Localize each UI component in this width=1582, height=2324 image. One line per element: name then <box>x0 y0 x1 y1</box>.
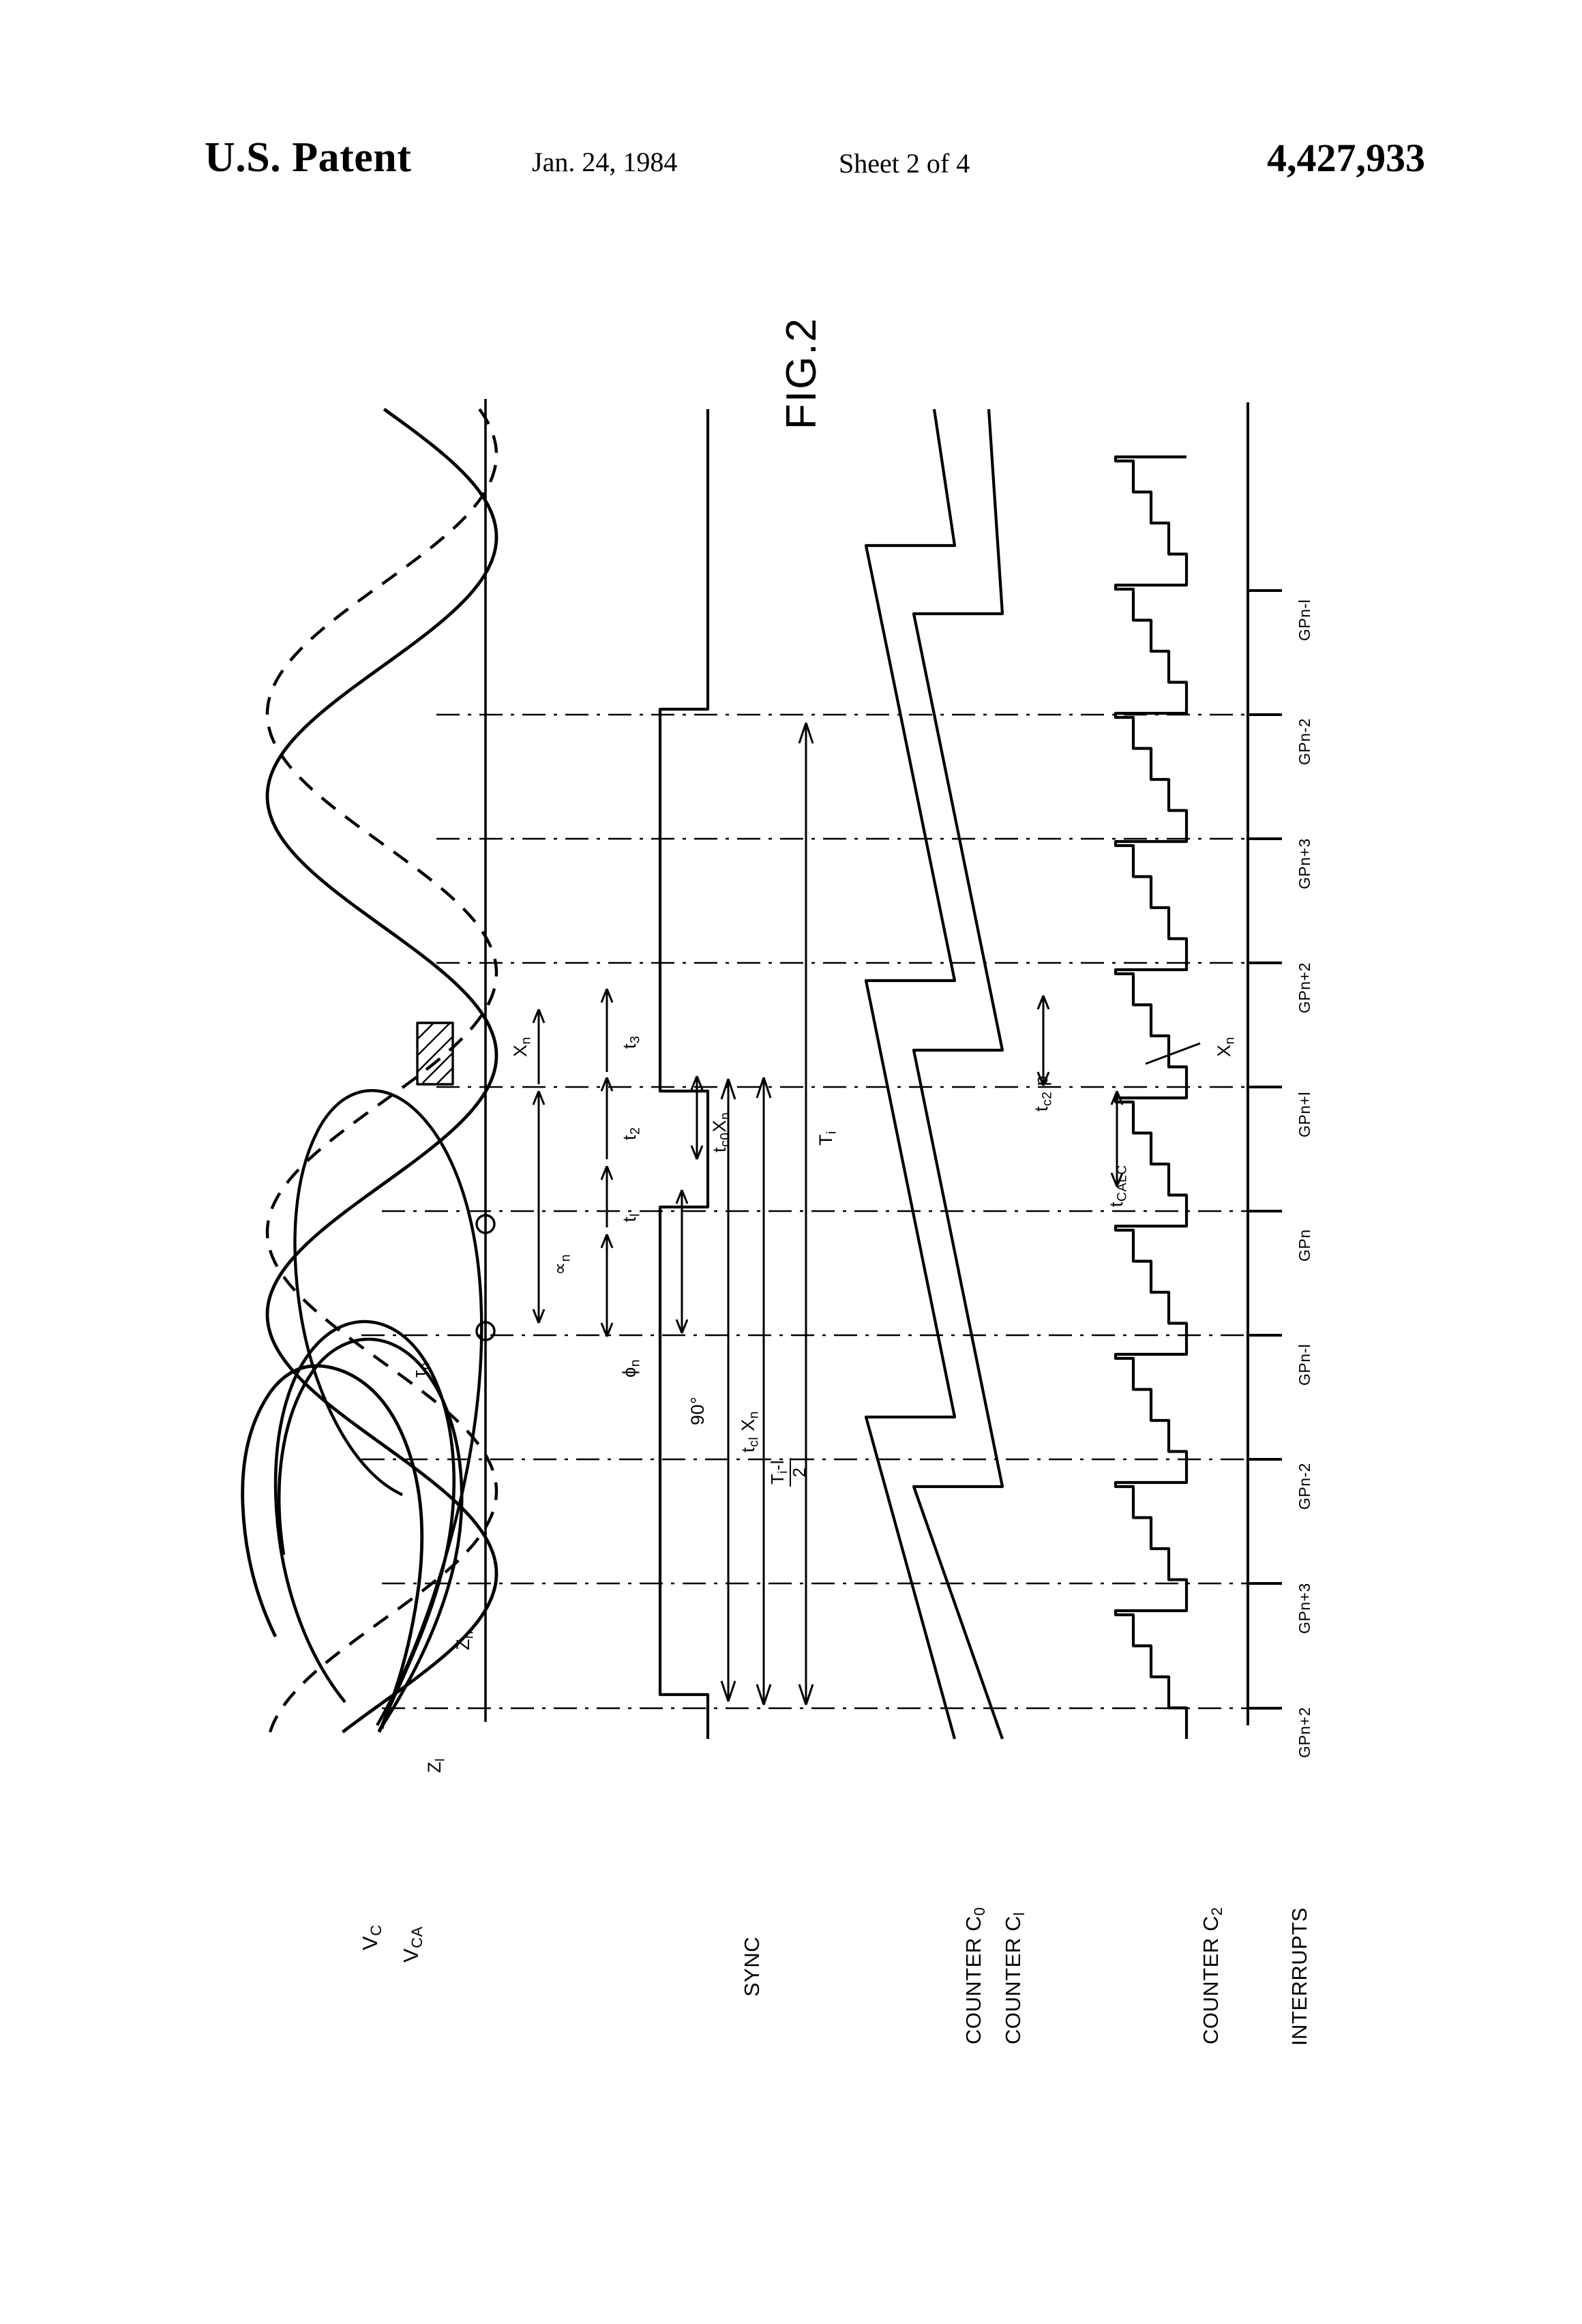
xn-hatched-box <box>417 1023 453 1084</box>
label-vc: $V_C$ <box>358 1924 385 1950</box>
sync-waveform <box>660 409 708 1739</box>
patent-number: 4,427,933 <box>1267 136 1425 180</box>
label-ti-half: $T_i-l$ 2 <box>769 1458 809 1487</box>
figure-2-drawing <box>0 205 1582 2182</box>
figure-2 <box>0 205 1582 2182</box>
label-ti: $T_i$ <box>816 1131 839 1146</box>
counter-c2-waveform <box>1116 457 1186 1739</box>
label-tcalc: $t_{CALC}$ <box>1106 1165 1130 1207</box>
counter-c1-waveform <box>914 409 1002 1739</box>
label-phi-n: $\phi_n$ <box>619 1359 643 1377</box>
label-tc1xn: $t_{cl}$ $X_n$ <box>738 1411 762 1452</box>
vca-dashed-sine <box>267 409 496 1732</box>
label-t2: $t_2$ <box>619 1127 643 1140</box>
label-t3: $t_3$ <box>619 1035 643 1049</box>
interrupt-tick-label-6: GPn-l <box>1296 1343 1313 1386</box>
interrupt-tick-label-7: GPn-2 <box>1296 1463 1313 1510</box>
interrupt-tick-label-0: GPn-l <box>1296 599 1313 641</box>
label-90-deg: 90° <box>687 1396 708 1425</box>
label-xn-interrupt: $X_n$ <box>1214 1037 1238 1057</box>
interrupt-tick-label-1: GPn-2 <box>1296 718 1313 765</box>
interrupt-ticks <box>1248 591 1282 1708</box>
label-interrupts: INTERRUPTS <box>1287 1907 1311 2046</box>
interrupt-tick-label-2: GPn+3 <box>1296 838 1313 889</box>
label-counter-c1: COUNTER $C_l$ <box>1001 1911 1028 2044</box>
label-vca: $V_{CA}$ <box>399 1926 426 1963</box>
interrupt-tick-label-3: GPn+2 <box>1296 962 1313 1013</box>
label-xn: $X_n$ <box>510 1037 534 1057</box>
label-tau-n: $\tau_n$ <box>409 1362 433 1377</box>
label-tc2p: $t_{c2}$ p <box>1031 1075 1055 1112</box>
label-zn: $Z_n$ <box>453 1630 477 1650</box>
vc-solid-sine <box>267 409 496 1732</box>
label-z1: $Z_l$ <box>424 1758 448 1773</box>
counter-c0-waveform <box>866 409 955 1739</box>
patent-office-title: U.S. Patent <box>205 134 412 181</box>
interrupt-tick-label-4: GPn+l <box>1296 1091 1313 1137</box>
interrupt-tick-label-5: GPn <box>1296 1229 1313 1262</box>
patent-date: Jan. 24, 1984 <box>532 147 678 177</box>
label-t1: $t_l$ <box>619 1213 643 1222</box>
label-tc0xn: $t_{c0}X_n$ <box>709 1112 733 1152</box>
label-counter-c0: COUNTER $C_0$ <box>961 1907 989 2044</box>
figure-label: FIG.2 <box>778 316 825 430</box>
interrupt-tick-label-9: GPn+2 <box>1296 1707 1313 1758</box>
interrupt-tick-label-8: GPn+3 <box>1296 1583 1313 1634</box>
label-sync: SYNC <box>740 1936 764 1997</box>
patent-header <box>205 134 1425 195</box>
label-alpha-n: $\propto_n$ <box>550 1253 573 1275</box>
label-counter-c2: COUNTER $C_2$ <box>1199 1907 1226 2044</box>
sheet-number: Sheet 2 of 4 <box>839 148 970 179</box>
